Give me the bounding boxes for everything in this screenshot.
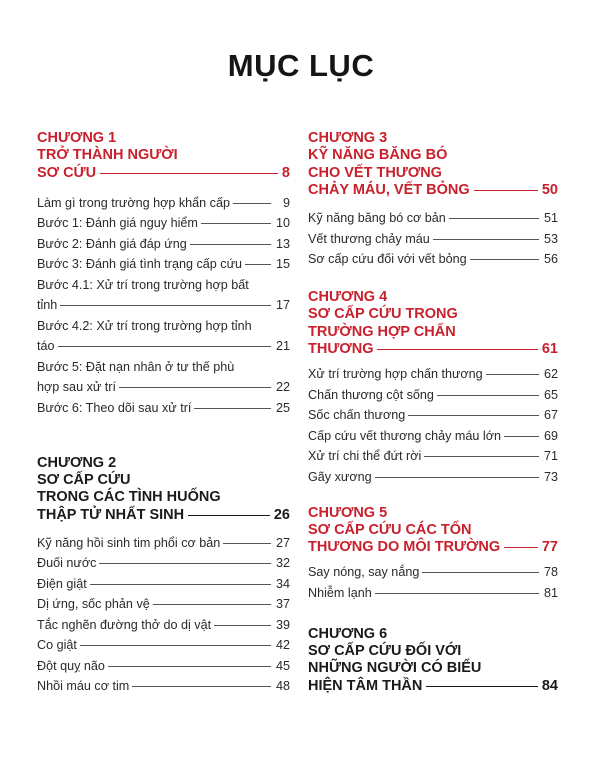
leader-line	[194, 408, 271, 409]
chapter-page: 50	[541, 182, 558, 198]
leader-line	[437, 395, 539, 396]
chapter-4[interactable]	[308, 289, 558, 359]
toc-entry[interactable]	[37, 679, 290, 694]
entry-page: 78	[543, 565, 558, 579]
chapter-title-line: CHẢY MÁU, VẾT BỎNG	[308, 182, 470, 198]
toc-entry[interactable]	[37, 401, 290, 416]
chapter-6[interactable]	[308, 626, 558, 696]
entry-page: 39	[275, 617, 290, 632]
entry-title: Nhiễm lạnh	[308, 585, 372, 600]
chapter-page: 61	[541, 341, 558, 357]
chapter-title-last-line	[308, 678, 558, 696]
chapter-title-line: THƯƠNG	[308, 341, 374, 357]
chapter-title-line: THƯƠNG DO MÔI TRƯỜNG	[308, 539, 501, 555]
leader-line	[60, 305, 271, 306]
leader-line	[153, 604, 271, 605]
leader-line	[377, 349, 537, 350]
entry-title: Xử trí chi thể đứt rời	[308, 449, 422, 463]
chapter-page: 77	[541, 539, 558, 555]
leader-line	[214, 625, 271, 626]
chapter-title-line: SƠ CỨU	[37, 164, 97, 181]
toc-entry[interactable]	[37, 597, 290, 612]
leader-line	[422, 572, 539, 573]
toc-entry[interactable]	[37, 278, 290, 314]
entry-title: Sốc chấn thương	[308, 408, 406, 422]
toc-entry[interactable]	[308, 565, 558, 580]
toc-entry[interactable]	[308, 429, 558, 444]
leader-line	[100, 173, 278, 174]
leader-line	[58, 346, 271, 347]
chapter-label: CHƯƠNG 6	[308, 625, 388, 642]
leader-line	[132, 686, 271, 687]
entry-title: Bước 6: Theo dõi sau xử trí	[37, 400, 192, 415]
entry-title: Đột quỵ não	[37, 658, 105, 673]
entry-title: Tắc nghẽn đường thở do dị vật	[37, 617, 212, 632]
entry-title: Vết thương chảy máu	[308, 231, 430, 246]
chapter-title-line: THẬP TỬ NHẤT SINH	[37, 506, 185, 523]
entry-page: 37	[275, 597, 290, 611]
entry-page: 53	[543, 231, 558, 246]
entry-title: Bước 4.2: Xử trí trong trường hợp tỉnh	[37, 318, 252, 333]
leader-line	[245, 264, 271, 265]
entry-title: Bước 4.1: Xử trí trong trường hợp bất	[37, 277, 249, 292]
entry-page: 65	[543, 387, 558, 402]
toc-entry[interactable]	[308, 408, 558, 423]
entry-page: 17	[275, 298, 290, 312]
toc-entry[interactable]	[308, 470, 558, 485]
toc-entry[interactable]	[308, 388, 558, 403]
entry-page: 81	[543, 585, 558, 600]
chapter-3[interactable]	[308, 130, 558, 200]
entry-title: Bước 1: Đánh giá nguy hiểm	[37, 216, 198, 230]
leader-line	[99, 563, 271, 564]
leader-line	[223, 543, 271, 544]
entry-title: Kỹ năng băng bó cơ bản	[308, 211, 446, 225]
toc-entry[interactable]	[37, 319, 290, 355]
chapter-title-last-line	[308, 539, 558, 557]
toc-entry[interactable]	[37, 638, 290, 653]
leader-line	[80, 645, 271, 646]
toc-entry[interactable]	[37, 237, 290, 252]
chapter-page: 84	[541, 677, 558, 694]
entry-title: Kỹ năng hồi sinh tim phổi cơ bản	[37, 535, 221, 550]
chapter-title-line: KỸ NĂNG BĂNG BÓ	[308, 147, 448, 163]
entry-title: Nhồi máu cơ tim	[37, 679, 130, 693]
leader-line	[504, 436, 539, 437]
leader-line	[201, 223, 271, 224]
leader-line	[504, 547, 538, 548]
entry-title: Làm gì trong trường hợp khẩn cấp	[37, 195, 230, 210]
entry-page: 62	[543, 367, 558, 381]
entry-title: Gãy xương	[308, 469, 372, 484]
toc-entry[interactable]	[37, 216, 290, 231]
page-title: MỤC LỤC	[227, 48, 375, 83]
toc-left-column	[37, 130, 290, 694]
chapter-title-last-line	[37, 165, 290, 183]
toc-entry[interactable]	[37, 577, 290, 592]
leader-line	[119, 387, 271, 388]
chapter-label: CHƯƠNG 2	[37, 454, 117, 471]
entry-page: 45	[275, 658, 290, 673]
chapter-title-last-line	[308, 341, 558, 359]
chapter-title-last-line	[37, 507, 290, 525]
chapter-label: CHƯƠNG 1	[37, 130, 117, 146]
leader-line	[108, 666, 271, 667]
chapter-label: CHƯƠNG 3	[308, 130, 388, 146]
toc-entry[interactable]	[37, 257, 290, 272]
entry-page: 69	[543, 428, 558, 443]
chapter-5[interactable]	[308, 505, 558, 557]
leader-line	[474, 190, 538, 191]
entry-page: 25	[275, 400, 290, 415]
leader-line	[375, 593, 539, 594]
entry-title: Say nóng, say nắng	[308, 565, 420, 579]
entry-page: 32	[275, 556, 290, 570]
leader-line	[90, 584, 271, 585]
entry-page: 48	[275, 679, 290, 693]
entry-title: Bước 2: Đánh giá đáp ứng	[37, 236, 187, 251]
entry-page: 51	[543, 211, 558, 225]
chapter-label: CHƯƠNG 5	[308, 504, 388, 521]
toc-entry[interactable]	[37, 659, 290, 674]
chapter-title-last-line	[308, 182, 558, 200]
chapter-title-line: SƠ CẤP CỨU ĐỐI VỚI	[308, 642, 462, 659]
chapter-1[interactable]	[37, 130, 290, 182]
chapter-title-line: TRƯỜNG HỢP CHẤN	[308, 323, 456, 340]
chapter-title-line: SƠ CẤP CỨU	[37, 471, 131, 488]
chapter-label: CHƯƠNG 4	[308, 289, 388, 305]
entry-title: Cấp cứu vết thương chảy máu lớn	[308, 428, 501, 443]
chapter-page: 8	[281, 164, 290, 181]
entry-title: Co giật	[37, 638, 77, 652]
leader-line	[424, 456, 539, 457]
leader-line	[188, 515, 270, 516]
entry-title-cont: táo	[37, 339, 55, 353]
chapter-title-line: TRỞ THÀNH NGƯỜI	[37, 147, 178, 163]
entry-page: 10	[275, 216, 290, 230]
entry-page: 22	[275, 380, 290, 394]
entry-page: 73	[543, 469, 558, 484]
entry-title: Dị ứng, sốc phản vệ	[37, 597, 150, 611]
toc-entry[interactable]	[37, 556, 290, 571]
entry-title: Chấn thương cột sống	[308, 387, 434, 402]
leader-line	[470, 259, 539, 260]
entry-page: 27	[275, 535, 290, 550]
chapter-title-line: NHỮNG NGƯỜI CÓ BIỂU	[308, 660, 482, 676]
leader-line	[449, 218, 539, 219]
toc-entry[interactable]	[308, 586, 558, 601]
toc-entry[interactable]	[37, 618, 290, 633]
toc-entry[interactable]	[308, 367, 558, 382]
entry-page: 13	[275, 236, 290, 251]
entry-title-cont: hợp sau xử trí	[37, 380, 116, 394]
toc-entry[interactable]	[37, 360, 290, 396]
chapter-2[interactable]	[37, 455, 290, 525]
leader-line	[486, 374, 539, 375]
entry-title: Bước 5: Đặt nạn nhân ở tư thế phù	[37, 359, 235, 374]
entry-title: Sơ cấp cứu đối với vết bỏng	[308, 252, 467, 266]
entry-title: Điện giật	[37, 576, 87, 591]
toc-right-column	[308, 130, 558, 695]
toc-entry[interactable]	[308, 252, 558, 267]
entry-page: 71	[543, 449, 558, 463]
leader-line	[190, 244, 271, 245]
leader-line	[408, 415, 539, 416]
chapter-title-line: SƠ CẤP CỨU TRONG	[308, 306, 458, 322]
entry-title-cont: tỉnh	[37, 298, 58, 312]
entry-title: Xử trí trường hợp chấn thương	[308, 367, 483, 381]
entry-page: 56	[543, 252, 558, 266]
entry-page: 15	[275, 257, 290, 271]
entry-page: 34	[275, 576, 290, 591]
entry-page: 21	[275, 339, 290, 353]
entry-page: 42	[275, 638, 290, 652]
leader-line	[233, 203, 271, 204]
leader-line	[426, 686, 537, 687]
chapter-title-line: HIỆN TÂM THẦN	[308, 677, 423, 694]
entry-page: 67	[543, 408, 558, 422]
toc-entry[interactable]	[308, 232, 558, 247]
leader-line	[433, 239, 539, 240]
entry-title: Đuối nước	[37, 556, 97, 570]
entry-page: 9	[282, 195, 290, 210]
chapter-page: 26	[273, 506, 290, 523]
toc-entry[interactable]	[308, 211, 558, 226]
toc-entry[interactable]	[308, 449, 558, 464]
chapter-title-line: CHO VẾT THƯƠNG	[308, 164, 442, 181]
chapter-title-line: SƠ CẤP CỨU CÁC TỔN	[308, 521, 472, 538]
chapter-title-line: TRONG CÁC TÌNH HUỐNG	[37, 489, 221, 505]
leader-line	[375, 477, 539, 478]
toc-entry[interactable]	[37, 196, 290, 211]
entry-title: Bước 3: Đánh giá tình trạng cấp cứu	[37, 257, 243, 271]
toc-entry[interactable]	[37, 536, 290, 551]
